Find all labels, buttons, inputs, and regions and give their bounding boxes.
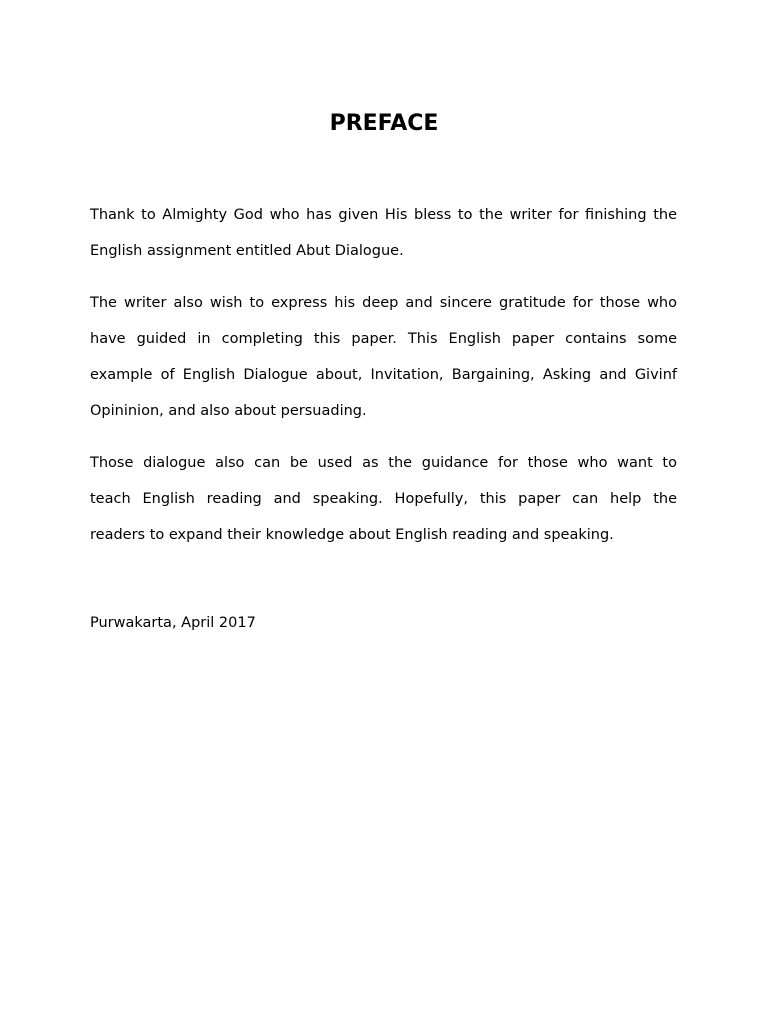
- paragraph-3: [90, 445, 677, 553]
- paragraph-line: readers to expand their knowledge about English reading and speaking.: [90, 527, 614, 543]
- paragraph-line: English assignment entitled Abut Dialogue.: [90, 243, 404, 259]
- paragraph-line: example of English Dialogue about, Invitation, Bargaining, Asking and Givinf: [90, 367, 677, 383]
- paragraph-line: The writer also wish to express his deep and sincere gratitude for those who: [90, 295, 677, 311]
- paragraph-line: Opininion, and also about persuading.: [90, 403, 367, 419]
- page-title: PREFACE: [329, 111, 439, 136]
- paragraph-1: [90, 197, 677, 269]
- place-date-signature: Purwakarta, April 2017: [90, 615, 256, 631]
- paragraph-2: [90, 285, 677, 429]
- paragraph-line: Thank to Almighty God who has given His bless to the writer for finishing the: [90, 207, 677, 223]
- paragraph-line: have guided in completing this paper. This English paper contains some: [90, 331, 677, 347]
- paragraph-line: teach English reading and speaking. Hopefully, this paper can help the: [90, 491, 677, 507]
- preface-body: [90, 197, 677, 569]
- paragraph-line: Those dialogue also can be used as the guidance for those who want to: [90, 455, 677, 471]
